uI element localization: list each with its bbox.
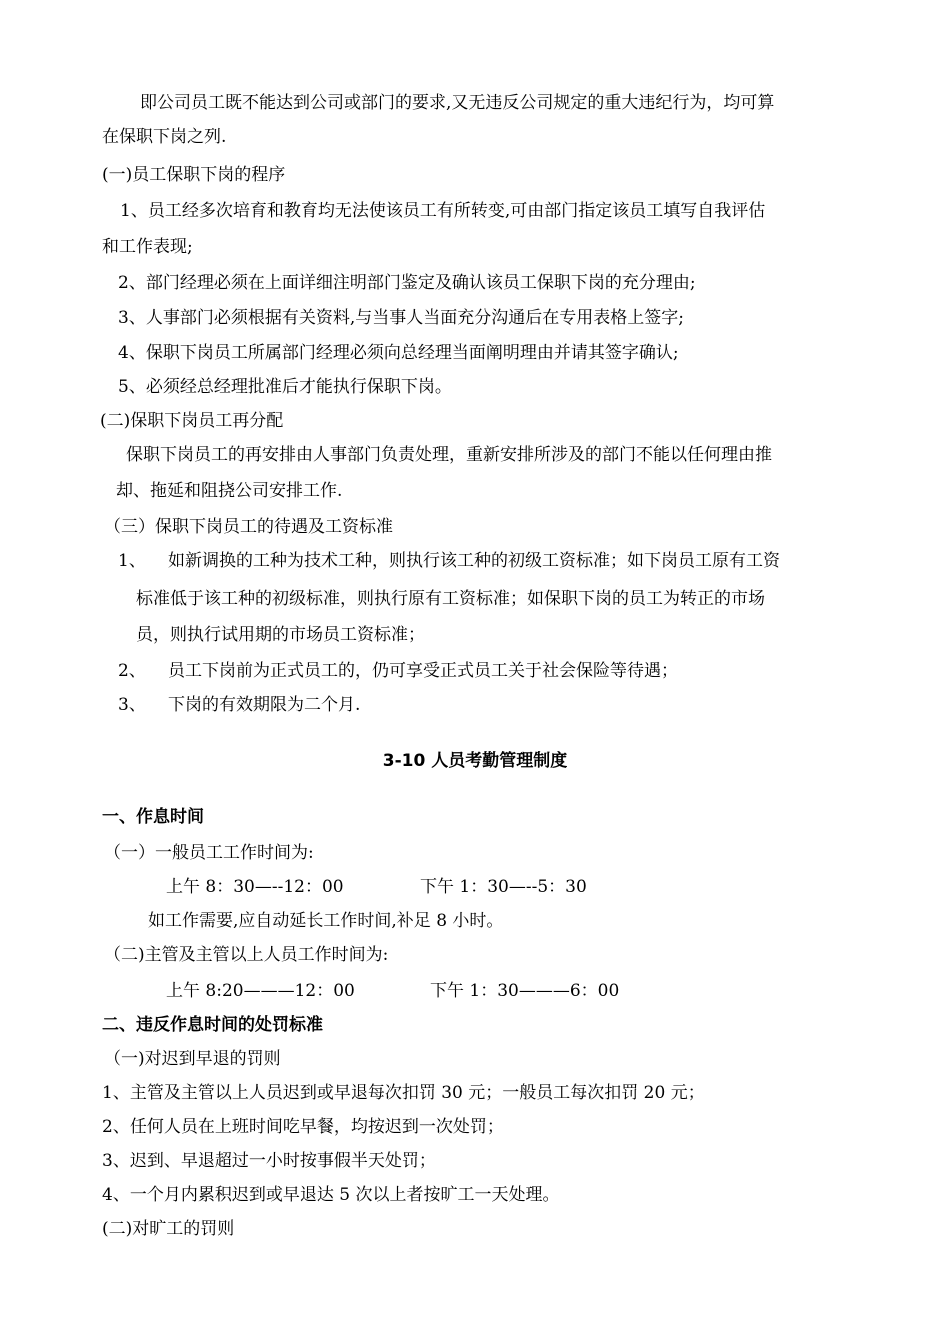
time-afternoon: 下午 1：30—--5：30 (420, 877, 587, 897)
paragraph-line: 保职下岗员工的再安排由人事部门负责处理，重新安排所涉及的部门不能以任何理由推 (126, 445, 772, 465)
list-item: 下岗的有效期限为二个月. (168, 695, 361, 715)
list-item: 1、员工经多次培育和教育均无法使该员工有所转变,可由部门指定该员工填写自我评估 (120, 201, 766, 221)
list-item: 如新调换的工种为技术工种，则执行该工种的初级工资标准；如下岗员工原有工资 (168, 551, 780, 571)
paragraph-line: 却、拖延和阻挠公司安排工作. (116, 481, 343, 501)
section-heading: 二、违反作息时间的处罚标准 (102, 1015, 323, 1035)
paragraph-line: 在保职下岗之列. (102, 127, 227, 147)
list-item: 标准低于该工种的初级标准，则执行原有工资标准；如保职下岗的员工为转正的市场 (136, 589, 765, 609)
list-item: 5、必须经总经理批准后才能执行保职下岗。 (118, 377, 452, 397)
sub-heading: (二)对旷工的罚则 (102, 1219, 235, 1239)
section-heading: 一、作息时间 (102, 807, 204, 827)
paragraph-line: 如工作需要,应自动延长工作时间,补足 8 小时。 (148, 911, 504, 931)
time-morning: 上午 8:20———12：00 (166, 981, 355, 1001)
list-item: 1、主管及主管以上人员迟到或早退每次扣罚 30 元；一般员工每次扣罚 20 元； (102, 1083, 705, 1103)
list-number: 1、 (118, 551, 146, 571)
list-number: 3、 (118, 695, 146, 715)
sub-heading: （一)对迟到早退的罚则 (104, 1049, 281, 1069)
list-item: 2、部门经理必须在上面详细注明部门鉴定及确认该员工保职下岗的充分理由; (118, 273, 696, 293)
sub-heading: （二)主管及主管以上人员工作时间为: (104, 945, 389, 965)
list-item: 员，则执行试用期的市场员工资标准； (136, 625, 425, 645)
time-morning: 上午 8：30—--12：00 (166, 877, 344, 897)
list-item: 3、人事部门必须根据有关资料,与当事人当面充分沟通后在专用表格上签字; (118, 308, 684, 328)
paragraph-line: 即公司员工既不能达到公司或部门的要求,又无违反公司规定的重大违纪行为，均可算 (140, 93, 775, 113)
list-item: 员工下岗前为正式员工的，仍可享受正式员工关于社会保险等待遇； (168, 661, 678, 681)
section-heading: （三）保职下岗员工的待遇及工资标准 (104, 517, 393, 537)
time-afternoon: 下午 1：30———6：00 (430, 981, 620, 1001)
section-heading: (一)员工保职下岗的程序 (102, 165, 286, 185)
list-item: 和工作表现; (102, 237, 193, 257)
sub-heading: （一）一般员工工作时间为: (104, 843, 314, 863)
list-item: 2、任何人员在上班时间吃早餐，均按迟到一次处罚； (102, 1117, 504, 1137)
section-heading: (二)保职下岗员工再分配 (100, 411, 284, 431)
section-title: 3-10 人员考勤管理制度 (382, 751, 568, 771)
list-item: 4、一个月内累积迟到或早退达 5 次以上者按旷工一天处理。 (102, 1185, 560, 1205)
list-number: 2、 (118, 661, 146, 681)
list-item: 3、迟到、早退超过一小时按事假半天处罚； (102, 1151, 436, 1171)
list-item: 4、保职下岗员工所属部门经理必须向总经理当面阐明理由并请其签字确认; (118, 343, 679, 363)
